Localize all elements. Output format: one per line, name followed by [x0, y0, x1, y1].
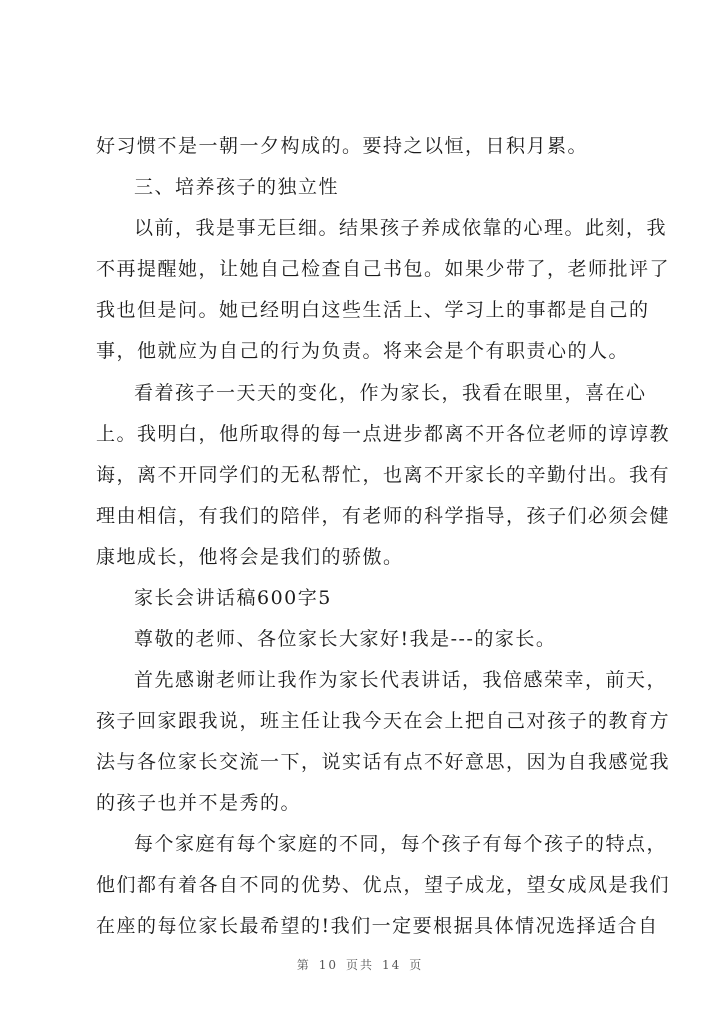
text-line-20: 在座的每位家长最希望的!我们一定要根据具体情况选择适合自: [96, 915, 659, 937]
text-line-1: 好习惯不是一朝一夕构成的。要持之以恒，日积月累。: [96, 135, 589, 157]
article-title: 家长会讲话稿600字5: [134, 587, 332, 609]
section-heading: 三、培养孩子的独立性: [134, 176, 340, 198]
text-line-5: 我也但是问。她已经明白这些生活上、学习上的事都是自己的: [96, 299, 650, 321]
text-line-16: 法与各位家长交流一下，说实话有点不好意思，因为自我感觉我: [96, 751, 671, 773]
text-line-19: 他们都有着各自不同的优势、优点，望子成龙，望女成凤是我们: [96, 874, 671, 896]
text-line-11: 康地成长，他将会是我们的骄傲。: [96, 546, 404, 568]
text-line-4: 不再提醒她，让她自己检查自己书包。如果少带了，老师批评了: [96, 258, 671, 280]
text-line-7: 看着孩子一天天的变化，作为家长，我看在眼里，喜在心: [134, 382, 647, 404]
text-line-10: 理由相信，有我们的陪伴，有老师的科学指导，孩子们必须会健: [96, 505, 671, 527]
text-line-15: 孩子回家跟我说，班主任让我今天在会上把自己对孩子的教育方: [96, 710, 671, 732]
text-line-8: 上。我明白，他所取得的每一点进步都离不开各位老师的谆谆教: [96, 423, 671, 445]
page-footer: [0, 956, 720, 973]
text-line-14: 首先感谢老师让我作为家长代表讲话，我倍感荣幸，前天，: [134, 669, 668, 691]
text-line-6: 事，他就应为自己的行为负责。将来会是个有职责心的人。: [96, 340, 630, 362]
text-line-18: 每个家庭有每个家庭的不同，每个孩子有每个孩子的特点，: [134, 833, 668, 855]
text-line-13: 尊敬的老师、各位家长大家好!我是---的家长。: [134, 628, 557, 650]
footer-prefix: 第: [296, 958, 311, 972]
current-page-number: 10: [318, 958, 338, 972]
footer-middle: 页共: [345, 958, 374, 972]
footer-suffix: 页: [409, 958, 424, 972]
text-line-9: 诲，离不开同学们的无私帮忙，也离不开家长的辛勤付出。我有: [96, 464, 671, 486]
text-line-17: 的孩子也并不是秀的。: [96, 792, 302, 814]
text-line-3: 以前，我是事无巨细。结果孩子养成依靠的心理。此刻，我: [134, 217, 668, 239]
total-pages-number: 14: [382, 958, 402, 972]
